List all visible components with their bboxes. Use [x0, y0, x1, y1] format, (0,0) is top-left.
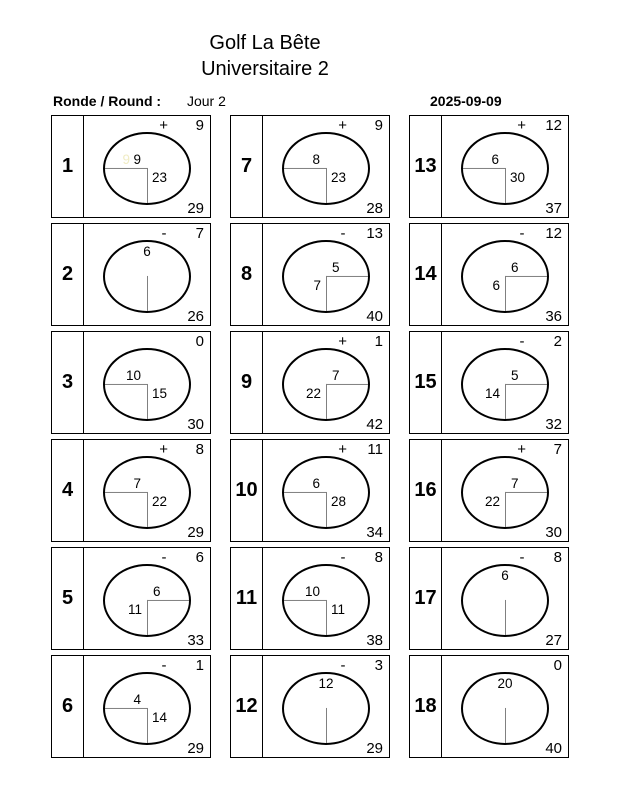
pin-offset-value: 7: [195, 225, 204, 242]
pin-horizontal-line: [463, 168, 505, 169]
pin-vertical-line: [505, 276, 506, 311]
pin-offset: [160, 225, 204, 242]
hole-box: [230, 331, 390, 434]
pin-offset-sign: -: [161, 657, 167, 674]
pin-horizontal-line: [105, 384, 147, 385]
hole-number-cell: [410, 116, 442, 217]
green-total: 40: [366, 308, 383, 325]
highlight-ghost: 9: [122, 151, 130, 167]
green-cell: [442, 332, 568, 433]
green-cell: [442, 656, 568, 757]
pin-horizontal-line: [284, 600, 326, 601]
pin-offset-sign: +: [517, 117, 526, 134]
hole-box: [51, 223, 211, 326]
hole-box: [230, 223, 390, 326]
green-circle: [282, 563, 370, 636]
green-total: 28: [366, 200, 383, 217]
pin-offset: [160, 657, 204, 674]
green-total: 26: [187, 308, 204, 325]
pin-distance-a: 6: [501, 567, 509, 583]
pin-vertical-line: [326, 276, 327, 311]
pin-offset-sign: -: [519, 225, 525, 242]
hole-number: 7: [240, 155, 253, 177]
pin-horizontal-line: [147, 600, 189, 601]
green-total: 27: [545, 632, 562, 649]
pin-offset-value: 12: [545, 117, 562, 134]
pin-vertical-line: [147, 276, 148, 311]
pin-horizontal-line: [105, 168, 147, 169]
hole-number-cell: [231, 332, 263, 433]
hole-box: [409, 223, 569, 326]
pin-distance-b: 14: [152, 709, 168, 725]
date: 2025-09-09: [430, 93, 502, 109]
pin-offset: [518, 549, 562, 566]
pin-offset-sign: +: [159, 441, 168, 458]
hole-box: [409, 331, 569, 434]
pin-offset: [517, 117, 562, 134]
hole-box: [51, 115, 211, 218]
green-cell: [84, 656, 210, 757]
pin-distance-a: 12: [318, 675, 334, 691]
hole-number: 2: [61, 263, 74, 285]
pin-offset-sign: -: [519, 333, 525, 350]
pin-offset-value: 9: [374, 117, 383, 134]
pin-offset: [518, 333, 562, 350]
pin-vertical-line: [505, 708, 506, 743]
pin-vertical-line: [326, 384, 327, 419]
pin-distance-a: 10: [125, 367, 141, 383]
hole-box: [230, 115, 390, 218]
hole-box: [409, 115, 569, 218]
green-circle: [461, 131, 549, 204]
pin-offset-value: 7: [553, 441, 562, 458]
hole-number: 4: [61, 479, 74, 501]
hole-box: [409, 547, 569, 650]
hole-box: [409, 439, 569, 542]
hole-box: [230, 547, 390, 650]
pin-vertical-line: [326, 708, 327, 743]
green-circle: [103, 455, 191, 528]
pin-vertical-line: [147, 600, 148, 635]
pin-distance-b: 7: [313, 277, 321, 293]
pin-offset-sign: +: [159, 117, 168, 134]
hole-box: [51, 331, 211, 434]
pin-offset-value: 9: [195, 117, 204, 134]
pin-offset-sign: +: [338, 333, 347, 350]
hole-number: 3: [61, 371, 74, 393]
pin-distance-b: 30: [510, 169, 526, 185]
green-total: 36: [545, 308, 562, 325]
pin-offset-value: 1: [195, 657, 204, 674]
pin-distance-a: 10: [304, 583, 320, 599]
hole-number: 9: [240, 371, 253, 393]
green-cell: [263, 656, 389, 757]
green-cell: [442, 224, 568, 325]
pin-vertical-line: [147, 492, 148, 527]
hole-number-cell: [231, 440, 263, 541]
pin-distance-a: 9: [133, 151, 141, 167]
green-circle: [103, 671, 191, 744]
pin-distance-a: 7: [511, 475, 519, 491]
green-circle: [461, 563, 549, 636]
green-cell: [84, 548, 210, 649]
title-line-1: Golf La Bête: [209, 32, 321, 54]
hole-number: 14: [414, 263, 437, 285]
green-cell: [442, 116, 568, 217]
pin-offset-sign: -: [340, 657, 346, 674]
pin-horizontal-line: [284, 168, 326, 169]
green-cell: [263, 440, 389, 541]
hole-number: 15: [414, 371, 437, 393]
round-row: [53, 93, 226, 109]
hole-number: 13: [414, 155, 437, 177]
hole-number: 1: [61, 155, 74, 177]
green-total: 37: [545, 200, 562, 217]
pin-offset-value: 8: [195, 441, 204, 458]
hole-number-cell: [410, 332, 442, 433]
hole-number-cell: [410, 440, 442, 541]
hole-number-cell: [231, 548, 263, 649]
hole-number-cell: [52, 224, 84, 325]
pin-offset-value: 12: [545, 225, 562, 242]
green-total: 40: [545, 740, 562, 757]
green-total: 29: [187, 740, 204, 757]
hole-number: 12: [235, 695, 258, 717]
pin-distance-a: 5: [511, 367, 519, 383]
pin-offset: [338, 333, 383, 350]
hole-number-cell: [52, 656, 84, 757]
pin-horizontal-line: [505, 492, 547, 493]
green-total: 33: [187, 632, 204, 649]
hole-number: 5: [61, 587, 74, 609]
pin-distance-b: 23: [331, 169, 347, 185]
hole-box: [230, 439, 390, 542]
pin-distance-b: 28: [331, 493, 347, 509]
hole-number: 17: [414, 587, 437, 609]
green-total: 29: [187, 524, 204, 541]
hole-number: 16: [414, 479, 437, 501]
pin-offset-sign: -: [161, 225, 167, 242]
pin-horizontal-line: [505, 384, 547, 385]
pin-distance-a: 7: [133, 475, 141, 491]
pin-horizontal-line: [326, 384, 368, 385]
pin-distance-b: 11: [331, 601, 346, 617]
pin-offset: [160, 549, 204, 566]
holes-grid: [51, 115, 569, 758]
pin-distance-b: 6: [492, 277, 500, 293]
green-circle: [103, 563, 191, 636]
pin-distance-b: 15: [152, 385, 168, 401]
hole-number-cell: [231, 656, 263, 757]
hole-number: 8: [240, 263, 253, 285]
pin-distance-a: 6: [511, 259, 519, 275]
pin-offset-sign: -: [340, 225, 346, 242]
pin-offset-value: 11: [367, 441, 383, 458]
pin-vertical-line: [326, 600, 327, 635]
pin-offset-value: 13: [366, 225, 383, 242]
pin-offset: [339, 549, 383, 566]
pin-distance-a: 6: [143, 243, 151, 259]
pin-distance-a: 20: [497, 675, 513, 691]
pin-horizontal-line: [105, 708, 147, 709]
pin-distance-b: 22: [305, 385, 321, 401]
green-total: 29: [187, 200, 204, 217]
green-circle: [282, 455, 370, 528]
hole-box: [51, 439, 211, 542]
green-cell: [442, 548, 568, 649]
pin-distance-b: 23: [152, 169, 168, 185]
pin-distance-a: 6: [491, 151, 499, 167]
green-circle: [282, 131, 370, 204]
green-total: 42: [366, 416, 383, 433]
pin-offset-sign: -: [161, 549, 167, 566]
hole-number-cell: [52, 116, 84, 217]
hole-box: [51, 655, 211, 758]
pin-vertical-line: [505, 600, 506, 635]
pin-distance-b: 22: [484, 493, 500, 509]
pin-offset: [338, 117, 383, 134]
pin-offset-sign: +: [338, 441, 347, 458]
pin-offset: [160, 333, 204, 350]
pin-offset: [518, 657, 562, 674]
pin-horizontal-line: [105, 492, 147, 493]
green-total: 29: [366, 740, 383, 757]
pin-vertical-line: [505, 384, 506, 419]
pin-horizontal-line: [326, 276, 368, 277]
hole-number: 10: [235, 479, 258, 501]
title-line-2: Universitaire 2: [201, 58, 329, 80]
green-circle: [461, 671, 549, 744]
pin-distance-a: 6: [153, 583, 161, 599]
green-cell: [84, 116, 210, 217]
pin-offset-value: 6: [195, 549, 204, 566]
pin-vertical-line: [147, 708, 148, 743]
hole-number: 11: [235, 587, 258, 609]
pin-offset: [159, 117, 204, 134]
round-label: Ronde / Round :: [53, 93, 162, 109]
green-cell: [263, 548, 389, 649]
pin-offset: [517, 441, 562, 458]
green-circle: [282, 671, 370, 744]
pin-offset-value: 2: [553, 333, 562, 350]
pin-horizontal-line: [284, 492, 326, 493]
pin-distance-a: 4: [133, 691, 141, 707]
green-cell: [263, 224, 389, 325]
pin-distance-a: 5: [332, 259, 340, 275]
green-circle: [461, 347, 549, 420]
hole-number: 6: [61, 695, 74, 717]
hole-number: 18: [414, 695, 437, 717]
page-title: [0, 30, 530, 82]
green-cell: [263, 332, 389, 433]
pin-vertical-line: [326, 492, 327, 527]
hole-number-cell: [410, 656, 442, 757]
pin-offset-value: 1: [374, 333, 383, 350]
pin-distance-b: 22: [152, 493, 168, 509]
green-total: 38: [366, 632, 383, 649]
pin-offset: [159, 441, 204, 458]
pin-vertical-line: [505, 492, 506, 527]
pin-distance-b: 11: [127, 601, 142, 617]
pin-offset-value: 8: [553, 549, 562, 566]
pin-offset: [518, 225, 562, 242]
pin-horizontal-line: [505, 276, 547, 277]
pin-distance-a: 7: [332, 367, 340, 383]
pin-offset-sign: -: [340, 549, 346, 566]
green-cell: [442, 440, 568, 541]
hole-number-cell: [52, 332, 84, 433]
green-cell: [84, 440, 210, 541]
green-total: 30: [545, 524, 562, 541]
pin-vertical-line: [505, 168, 506, 203]
hole-number-cell: [231, 224, 263, 325]
green-circle: [461, 239, 549, 312]
green-cell: [84, 224, 210, 325]
pin-offset-value: 3: [374, 657, 383, 674]
pin-offset-sign: +: [338, 117, 347, 134]
hole-number-cell: [410, 224, 442, 325]
pin-vertical-line: [147, 168, 148, 203]
green-circle: [282, 239, 370, 312]
hole-number-cell: [52, 440, 84, 541]
hole-number-cell: [52, 548, 84, 649]
pin-offset: [339, 657, 383, 674]
green-circle: [103, 239, 191, 312]
green-cell: [84, 332, 210, 433]
green-cell: [263, 116, 389, 217]
green-total: 32: [545, 416, 562, 433]
pin-offset-sign: -: [519, 549, 525, 566]
green-circle: [282, 347, 370, 420]
pin-vertical-line: [326, 168, 327, 203]
pin-vertical-line: [147, 384, 148, 419]
green-total: 30: [187, 416, 204, 433]
pin-offset: [338, 441, 383, 458]
green-circle: [461, 455, 549, 528]
round-value: Jour 2: [186, 93, 226, 109]
green-total: 34: [366, 524, 383, 541]
hole-number-cell: [231, 116, 263, 217]
pin-distance-a: 6: [312, 475, 320, 491]
hole-box: [51, 547, 211, 650]
pin-offset-sign: +: [517, 441, 526, 458]
pin-distance-a: 8: [312, 151, 320, 167]
pin-offset-value: 0: [553, 657, 562, 674]
green-circle: [103, 347, 191, 420]
hole-box: [409, 655, 569, 758]
pin-offset-value: 8: [374, 549, 383, 566]
pin-distance-b: 14: [484, 385, 500, 401]
pin-offset-value: 0: [195, 333, 204, 350]
green-circle: [103, 131, 191, 204]
pin-offset: [339, 225, 383, 242]
hole-box: [230, 655, 390, 758]
hole-number-cell: [410, 548, 442, 649]
